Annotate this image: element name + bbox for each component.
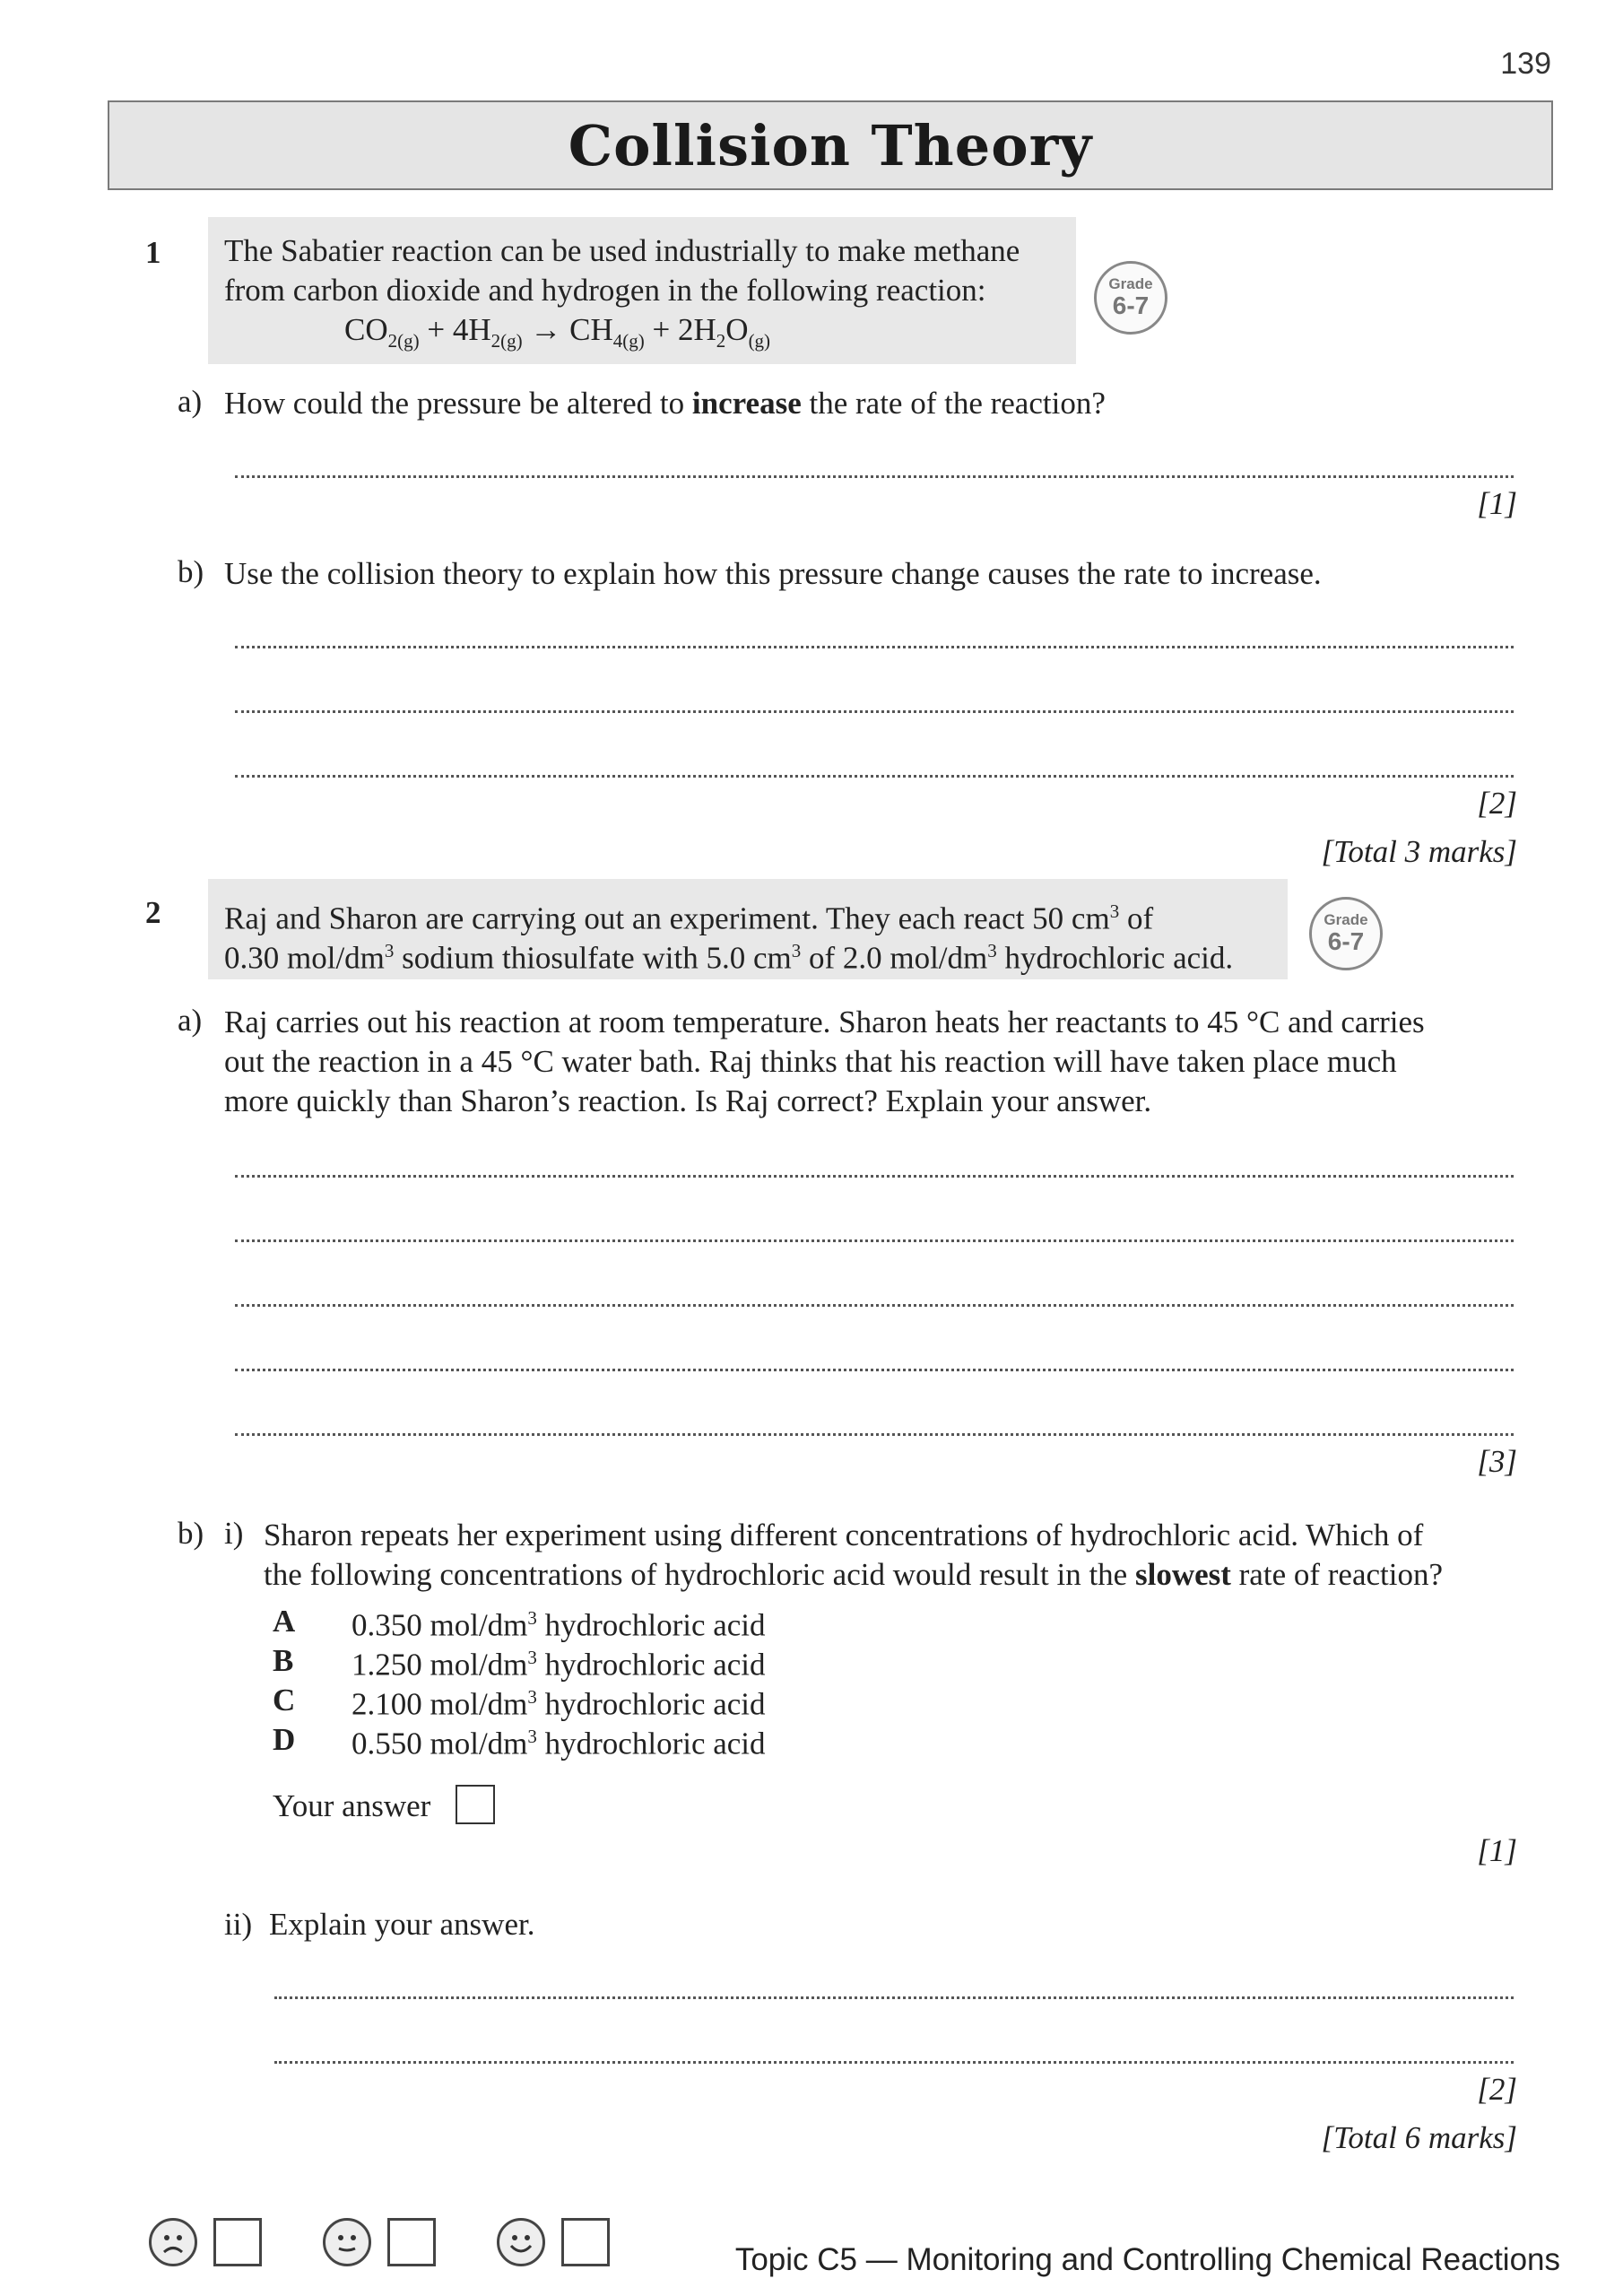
question-2-number: 2 <box>145 895 161 930</box>
eq-o-sub: (g) <box>748 330 771 352</box>
q2bi-line2-pre: the following concentrations of hydrochloric acid would result in the <box>264 1557 1135 1592</box>
answer-line[interactable] <box>235 1175 1514 1178</box>
option-letter: A <box>273 1604 296 1639</box>
grade-badge-value: 6-7 <box>1112 291 1150 319</box>
option-rest: hydrochloric acid <box>536 1726 766 1761</box>
option-rest: hydrochloric acid <box>536 1647 766 1683</box>
q1a-text-pre: How could the pressure be altered to <box>224 386 692 421</box>
answer-line[interactable] <box>235 1369 1514 1371</box>
q2a-line1: Raj carries out his reaction at room temperature. Sharon heats her reactants to 45 °C and carries <box>224 1004 1425 1039</box>
option-rest: hydrochloric acid <box>536 1607 766 1643</box>
q2-intro2-p3: of 2.0 mol/dm <box>801 940 988 976</box>
sad-face-icon <box>149 2218 197 2266</box>
option-value: 0.350 mol/dm <box>352 1607 528 1643</box>
q1a-text-post: the rate of the reaction? <box>801 386 1106 421</box>
answer-box[interactable] <box>456 1785 495 1824</box>
option-value: 2.100 mol/dm <box>352 1686 528 1722</box>
q2-intro2-p1: 0.30 mol/dm <box>224 940 385 976</box>
sabatier-equation <box>344 310 770 361</box>
option-sup: 3 <box>527 1606 537 1629</box>
q1b-marks: [2] <box>1477 786 1517 821</box>
answer-line[interactable] <box>274 1996 1514 1999</box>
q2bi-label: i) <box>224 1516 244 1551</box>
option-sup: 3 <box>527 1646 537 1668</box>
happy-face-icon <box>497 2218 545 2266</box>
eq-co-sub: 2(g) <box>387 330 420 352</box>
eq-ch4: → CH <box>530 312 613 347</box>
answer-line[interactable] <box>235 475 1514 478</box>
option-d <box>273 1720 766 1760</box>
grade-badge-icon <box>1309 897 1383 970</box>
grade-badge-label: Grade <box>1108 275 1153 292</box>
question-1-number: 1 <box>145 235 161 270</box>
q2a-marks: [3] <box>1477 1444 1517 1479</box>
q1a-label: a) <box>178 384 203 419</box>
answer-line[interactable] <box>235 1433 1514 1436</box>
option-sup: 3 <box>527 1725 537 1747</box>
option-text <box>352 1717 766 1764</box>
option-letter: C <box>273 1683 296 1718</box>
confidence-checkbox[interactable] <box>387 2218 436 2266</box>
confidence-checkbox[interactable] <box>213 2218 262 2266</box>
q1a-text-bold: increase <box>691 386 802 421</box>
q2-intro2-s2: 3 <box>791 940 802 961</box>
answer-line[interactable] <box>235 1239 1514 1242</box>
option-value: 1.250 mol/dm <box>352 1647 528 1683</box>
q2a-line2: out the reaction in a 45 °C water bath. Raj thinks that his reaction will have taken place much <box>224 1044 1397 1079</box>
option-rest: hydrochloric acid <box>536 1686 766 1722</box>
page-title: Collision Theory <box>568 112 1093 178</box>
q2a-label: a) <box>178 1003 203 1038</box>
q2a-line3: more quickly than Sharon’s reaction. Is Raj correct? Explain your answer. <box>224 1083 1152 1118</box>
q2bi-line1: Sharon repeats her experiment using different concentrations of hydrochloric acid. Which of <box>264 1518 1424 1552</box>
question-1-intro-line1: The Sabatier reaction can be used industrially to make methane <box>224 233 1020 268</box>
q1b-label: b) <box>178 554 204 589</box>
eq-h2: + 4H <box>427 312 491 347</box>
q2-intro1-pre: Raj and Sharon are carrying out an experiment. They each react 50 cm <box>224 900 1110 936</box>
q1a-marks: [1] <box>1477 486 1517 521</box>
grade-badge-icon <box>1094 261 1167 335</box>
option-sup: 3 <box>527 1685 537 1708</box>
eq-ch4-sub: 4(g) <box>612 330 645 352</box>
q2bii-text: Explain your answer. <box>269 1907 535 1942</box>
q2-total-marks: [Total 6 marks] <box>1321 2120 1517 2155</box>
q2-intro2-p2: sodium thiosulfate with 5.0 cm <box>394 940 792 976</box>
q2b-label: b) <box>178 1516 204 1551</box>
q2-intro2-s1: 3 <box>384 940 395 961</box>
q2bi-line2-bold: slowest <box>1134 1557 1231 1592</box>
eq-h2o-sub: 2 <box>716 330 726 352</box>
q1-total-marks: [Total 3 marks] <box>1321 834 1517 869</box>
page-number: 139 <box>1500 47 1551 81</box>
title-banner <box>108 100 1553 190</box>
q2bi-line2 <box>264 1555 1443 1595</box>
your-answer-label: Your answer <box>273 1788 431 1823</box>
answer-line[interactable] <box>235 775 1514 778</box>
answer-line[interactable] <box>235 646 1514 648</box>
q2-intro1-post: of <box>1119 900 1154 936</box>
eq-o: O <box>725 312 749 347</box>
q2-intro1-sup: 3 <box>1109 900 1120 922</box>
q2bi-marks: [1] <box>1477 1833 1517 1868</box>
eq-h2-sub: 2(g) <box>490 330 523 352</box>
topic-footer: Topic C5 — Monitoring and Controlling Chemical Reactions <box>734 2242 1560 2277</box>
answer-line[interactable] <box>235 1304 1514 1307</box>
option-b <box>273 1641 766 1681</box>
option-list <box>273 1602 766 1760</box>
option-letter: B <box>273 1643 294 1678</box>
q2-intro2-s3: 3 <box>987 940 997 961</box>
q2bi-line2-post: rate of reaction? <box>1230 1557 1444 1592</box>
option-letter: D <box>273 1722 296 1757</box>
q1a-text <box>224 384 1106 423</box>
answer-line[interactable] <box>274 2061 1514 2064</box>
question-2-intro-line2 <box>224 931 1233 978</box>
option-c <box>273 1681 766 1720</box>
grade-badge-label: Grade <box>1324 911 1368 928</box>
grade-badge-value: 6-7 <box>1327 927 1365 955</box>
q2-intro2-p4: hydrochloric acid. <box>996 940 1234 976</box>
q2bii-label: ii) <box>224 1907 253 1942</box>
option-value: 0.550 mol/dm <box>352 1726 528 1761</box>
neutral-face-icon <box>323 2218 371 2266</box>
q2bii-marks: [2] <box>1477 2072 1517 2107</box>
question-1-intro-line2: from carbon dioxide and hydrogen in the following reaction: <box>224 273 986 308</box>
eq-h2o: + 2H <box>652 312 716 347</box>
option-a <box>273 1602 766 1641</box>
answer-line[interactable] <box>235 710 1514 713</box>
confidence-checkbox[interactable] <box>561 2218 610 2266</box>
eq-co: CO <box>344 312 388 347</box>
q1b-text: Use the collision theory to explain how this pressure change causes the rate to increase. <box>224 556 1322 591</box>
